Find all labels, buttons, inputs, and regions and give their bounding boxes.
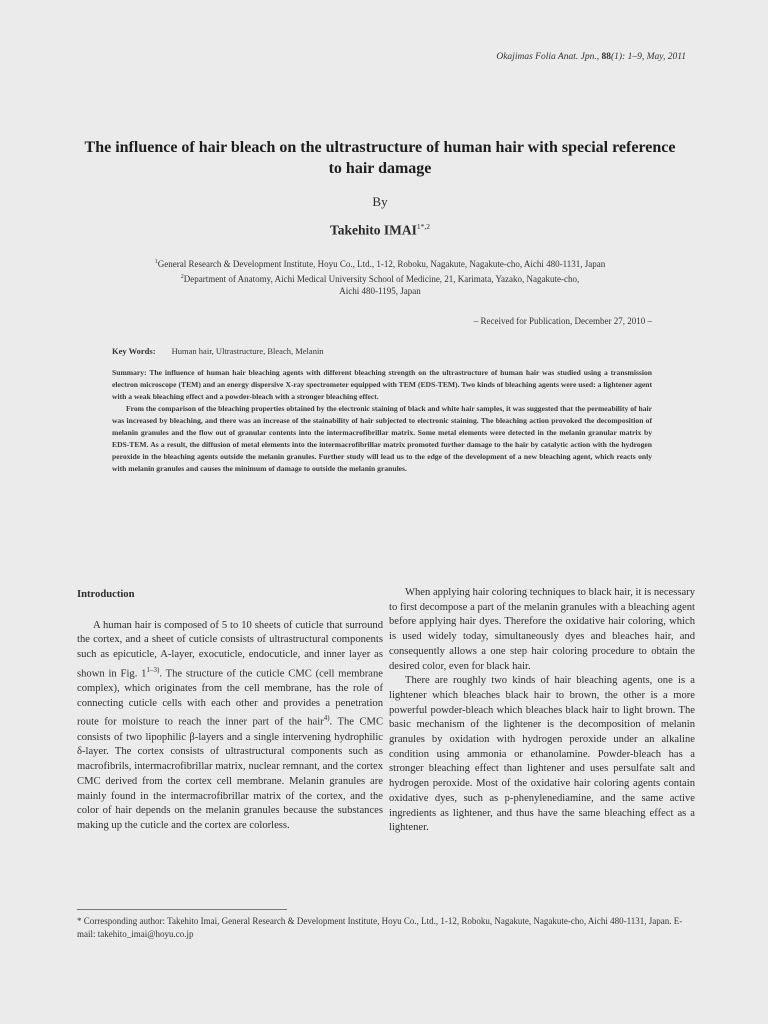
keywords-list: Human hair, Ultrastructure, Bleach, Melanin <box>171 346 324 356</box>
article-title: The influence of hair bleach on the ultrastructure of human hair with special reference to hair damage <box>84 139 676 177</box>
affiliation-2-cont: Aichi 480-1195, Japan <box>339 286 421 296</box>
affiliation-2: $^2$Department of Anatomy, Aichi Medical University School of Medicine, 21, Karimata, Yazako, Nagakute-cho, <box>180 273 580 284</box>
affiliation-1: $^1$General Research & Development Institute, Hoyu Co., Ltd., 1-12, Roboku, Nagakute, Nagakute-cho, Aichi 480-1131, Japan <box>154 259 606 269</box>
author-line <box>0 222 760 239</box>
summary-paragraph-2: From the comparison of the bleaching properties obtained by the electronic staining of black and white hair samples, it was suggested that the permeability of hair was increased by bleaching, and there was an increase of the stainability of hair subjected to electronic staining. The bleaching action provoked the decomposition of melanin granules and the flow out of granular contents into the intermacrofibrillar matrix. Some metal elements were detected in the melanin granular matrix by EDS-TEM. As a result, the diffusion of metal elements into the intermacrofibrillar matrix promoted further damage to the hair by catalytic action with the hydrogen peroxide in the bleaching agents outside the melanin granules. Further study will lead us to the edge of the development of a new bleaching agent, which reacts only with melanin granules and causes the minimum of damage to outside the melanin granules. <box>112 404 652 473</box>
citation-ref: 1–3) <box>146 665 160 674</box>
journal-issue-date: (1): 1–9, May, 2011 <box>610 52 686 62</box>
journal-volume: 88 <box>601 52 611 62</box>
author-name: Takehito IMAI <box>329 222 417 238</box>
keywords <box>112 346 324 356</box>
received-date: – Received for Publication, December 27, 2010 – <box>473 316 652 326</box>
footnote-divider <box>77 909 287 910</box>
summary <box>112 367 652 475</box>
author-superscript: 1*,2 <box>416 222 431 231</box>
summary-label: Summary: <box>112 368 147 377</box>
keywords-label: Key Words: <box>112 346 156 356</box>
summary-paragraph-1: Summary: The influence of human hair bleaching agents with different bleaching strength on the ultrastructure of human hair was studied using a transmission electron microscope (TEM) and an energy dispersive X-ray spectrometer equipped with TEM (EDS-TEM). Two kinds of bleaching agents were used: a lightener agent with a weak bleaching effect and a powder-bleach with a stronger bleaching effect. <box>112 368 653 401</box>
body-paragraph: There are roughly two kinds of hair bleaching agents, one is a lightener which bleaches black hair to brown, the other is a more powerful powder-bleach which bleaches black hair to light brown. The basic mechanism of the lightener is the decomposition of melanin granules by oxidation with hydrogen peroxide under an alkaline condition using ammonia or ethanolamine. Powder-bleach has a stronger bleaching effect than lightener and uses persulfate salt and hydrogen peroxide. Most of the oxidative hair coloring agents contain oxidative dyes, such as p-phenylenediamine, and the same active ingredients as lightener, and thus have the same bleaching effect as a lightener. <box>389 675 695 834</box>
citation-ref: 4) <box>323 714 330 723</box>
journal-reference <box>496 52 686 62</box>
body-paragraph: A human hair is composed of 5 to 10 sheets of cuticle that surround the cortex, and a sheet of cuticle consists of ultrastructural components such as epicuticle, A-layer, exocuticle, endocuticle, and inner layer as shown in Fig. 1$^{1-3)}$. The structure of the cuticle CMC (cell membrane complex), which originates from the cell membrane, has the role of connecting cuticle cells with each other and provides a penetration route for moisture to reach the inner part of the hair$^{4)}$. The CMC consists of two lipophilic β-layers and a single intervening hydrophilic δ-layer. The cortex consists of ultrastructural components such as macrofibrils, intermacrofibrillar matrix, nuclear remnant, and the cortex CMC derived from the cortex cell membrane. Melanin granules are mainly found in the intermacrofibrillar matrix of the cortex, and the color of hair depends on the melanin granules because the substances making up the cuticle and the cortex are colorless. <box>77 619 384 831</box>
affiliations <box>100 256 660 298</box>
section-heading-introduction: Introduction <box>77 589 135 600</box>
body-column-left <box>77 586 383 834</box>
body-column-right <box>389 586 695 836</box>
body-paragraph: When applying hair coloring techniques to black hair, it is necessary to first decompose a part of the melanin granules with a bleaching agent before applying hair dyes. Therefore the oxidative hair coloring, which is used widely today, simultaneously dyes and bleaches hair, and consequently allows a one step hair coloring procedure to obtain the desired color, even for black hair. <box>389 587 695 672</box>
journal-name: Okajimas Folia Anat. Jpn., <box>496 52 600 62</box>
by-line: By <box>372 194 388 209</box>
footnote-corresponding-author: * Corresponding author: Takehito Imai, General Research & Development Institute, Hoyu Co., Ltd., 1-12, Roboku, Nagakute, Nagakute-cho, Aichi 480-1131, Japan. E-mail: takehito_imai@hoyu.co.jp <box>77 916 683 939</box>
